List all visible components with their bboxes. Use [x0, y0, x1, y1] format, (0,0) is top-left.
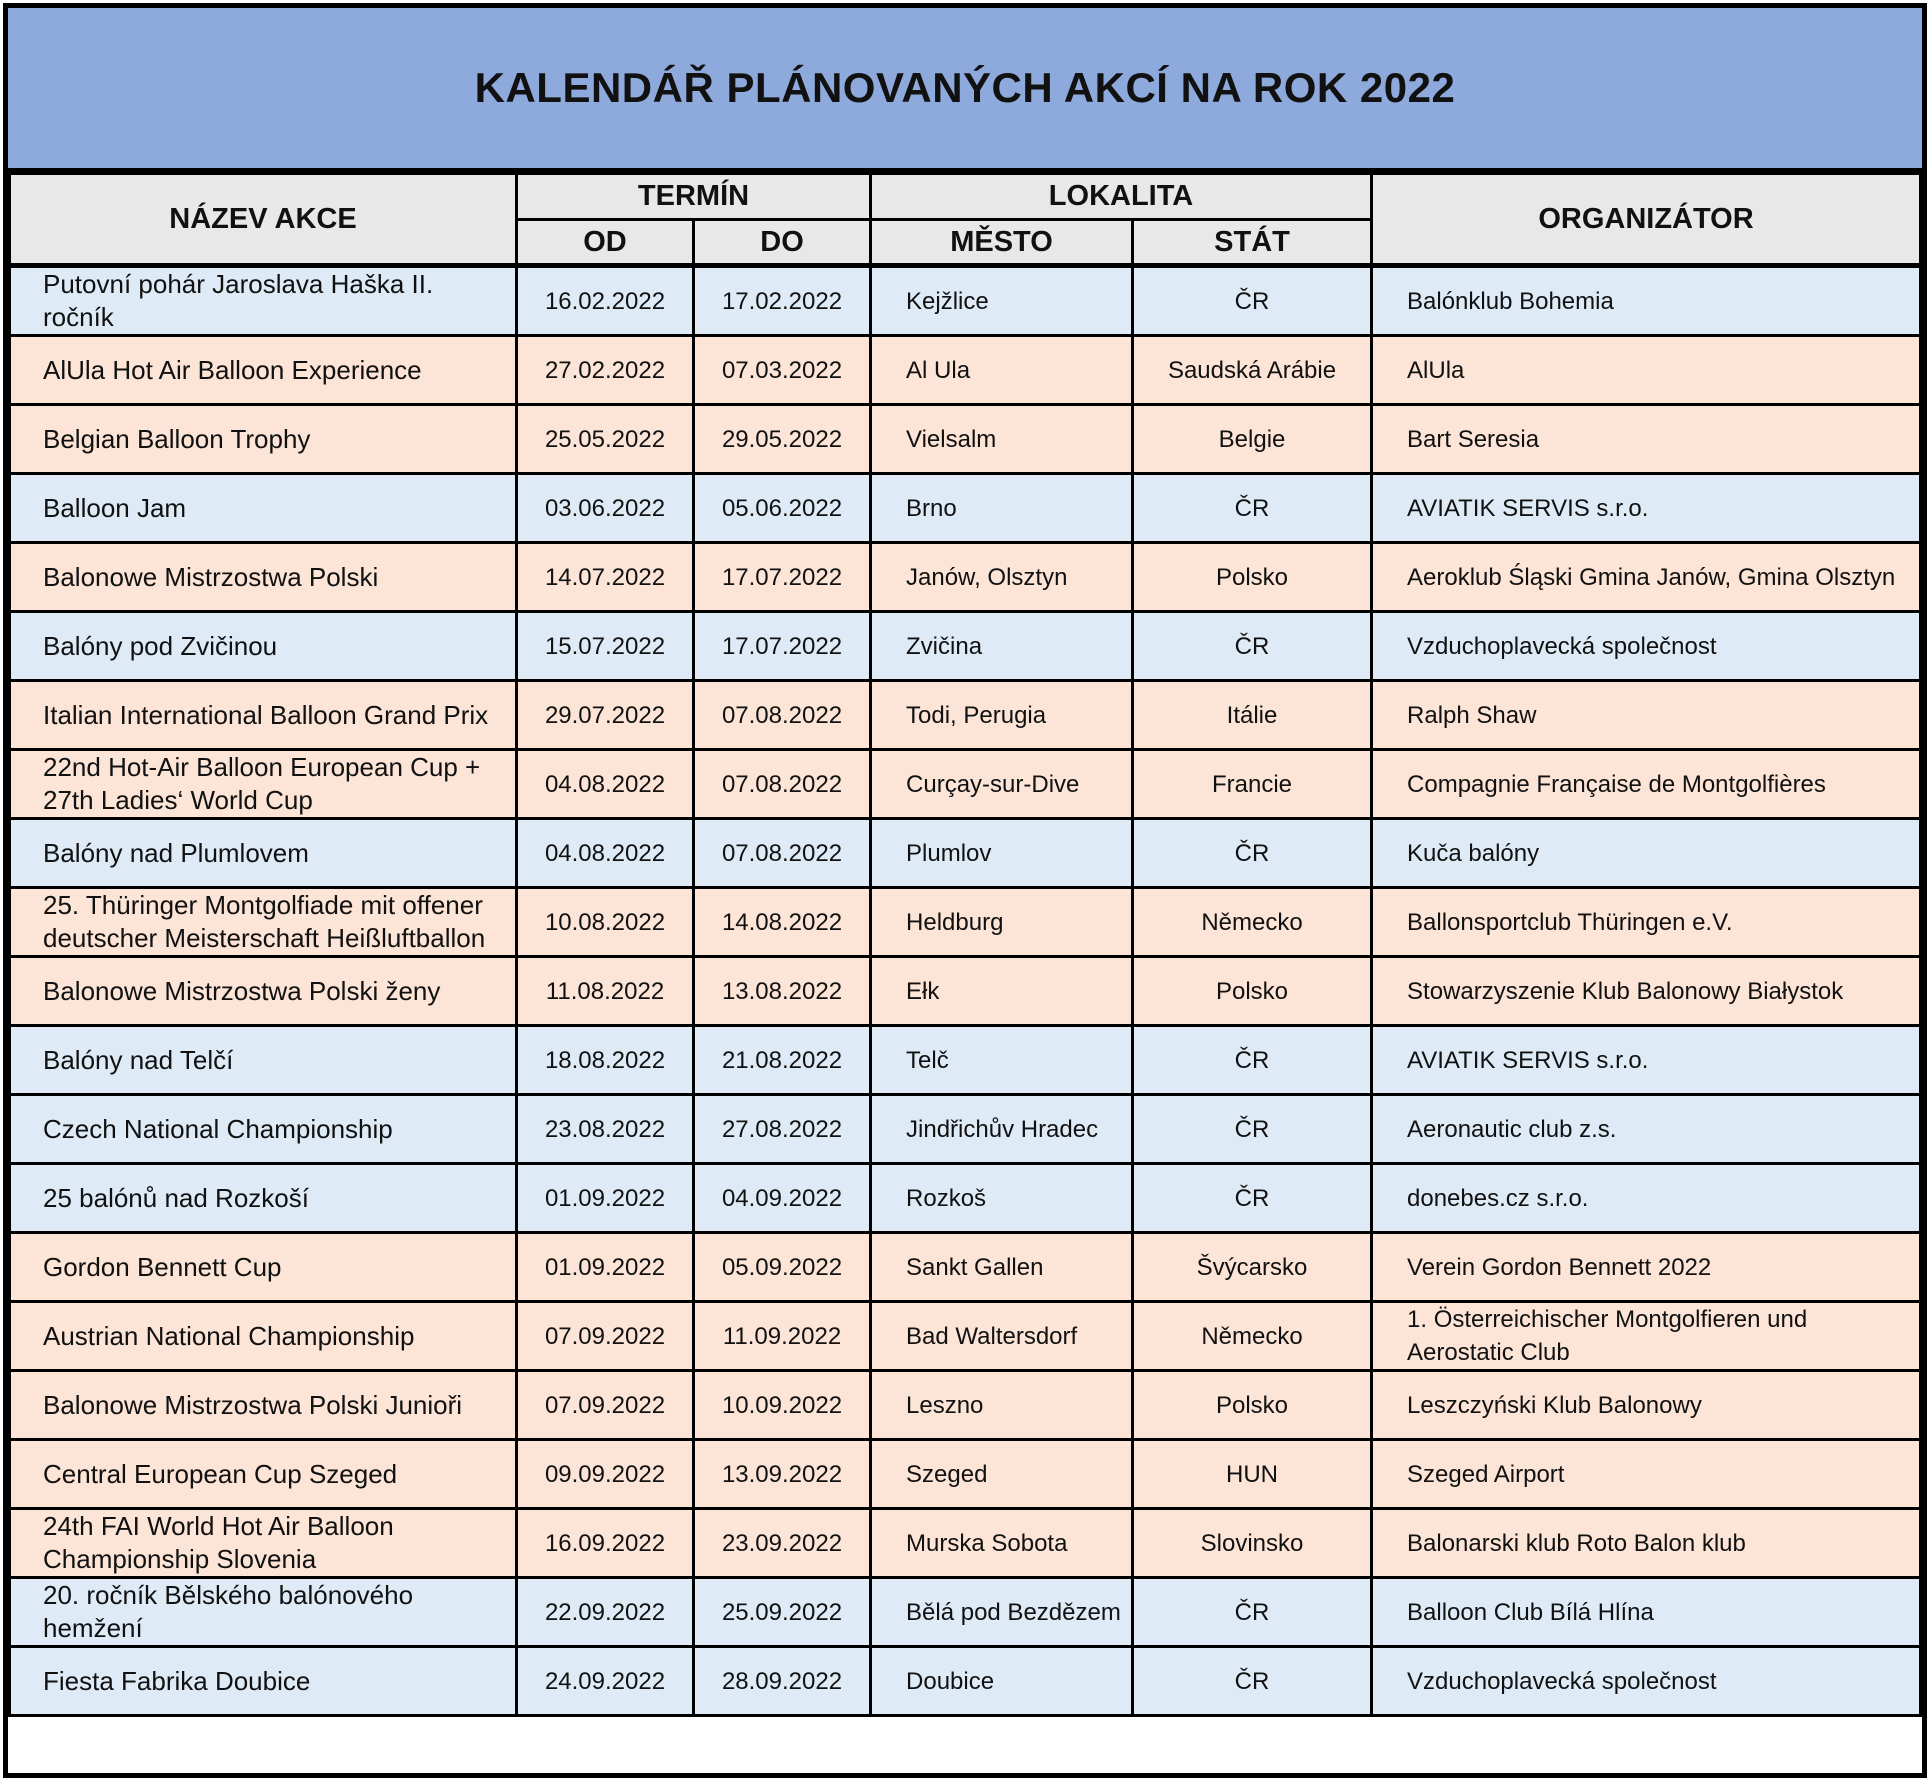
- events-table-body: [10, 266, 1921, 1716]
- event-name-cell: Balloon Jam: [10, 474, 517, 543]
- city-cell: Doubice: [871, 1647, 1133, 1716]
- organizer-cell: Balónklub Bohemia: [1372, 266, 1921, 336]
- date-from-cell: 07.09.2022: [517, 1371, 694, 1440]
- event-name-cell: Balonowe Mistrzostwa Polski Junioři: [10, 1371, 517, 1440]
- table-row: [10, 1095, 1921, 1164]
- country-cell: Itálie: [1133, 681, 1372, 750]
- country-cell: ČR: [1133, 1647, 1372, 1716]
- table-row: [10, 1578, 1921, 1647]
- table-row: [10, 1302, 1921, 1371]
- organizer-cell: AVIATIK SERVIS s.r.o.: [1372, 1026, 1921, 1095]
- date-from-cell: 04.08.2022: [517, 750, 694, 819]
- date-from-cell: 03.06.2022: [517, 474, 694, 543]
- header-locality: LOKALITA: [871, 174, 1372, 220]
- date-to-cell: 21.08.2022: [694, 1026, 871, 1095]
- event-name-cell: 25 balónů nad Rozkoší: [10, 1164, 517, 1233]
- table-row: [10, 1026, 1921, 1095]
- city-cell: Heldburg: [871, 888, 1133, 957]
- country-cell: ČR: [1133, 266, 1372, 336]
- organizer-cell: Balonarski klub Roto Balon klub: [1372, 1509, 1921, 1578]
- date-from-cell: 07.09.2022: [517, 1302, 694, 1371]
- organizer-cell: Stowarzyszenie Klub Balonowy Białystok: [1372, 957, 1921, 1026]
- city-cell: Jindřichův Hradec: [871, 1095, 1133, 1164]
- organizer-cell: Ralph Shaw: [1372, 681, 1921, 750]
- organizer-cell: Vzduchoplavecká společnost: [1372, 612, 1921, 681]
- organizer-cell: Balloon Club Bílá Hlína: [1372, 1578, 1921, 1647]
- event-name-cell: 25. Thüringer Montgolfiade mit offener deutscher Meisterschaft Heißluftballon: [10, 888, 517, 957]
- city-cell: Plumlov: [871, 819, 1133, 888]
- city-cell: Al Ula: [871, 336, 1133, 405]
- country-cell: Německo: [1133, 1302, 1372, 1371]
- event-name-cell: 22nd Hot-Air Balloon European Cup + 27th Ladies‘ World Cup: [10, 750, 517, 819]
- country-cell: Saudská Arábie: [1133, 336, 1372, 405]
- table-row: [10, 1509, 1921, 1578]
- country-cell: ČR: [1133, 612, 1372, 681]
- organizer-cell: Verein Gordon Bennett 2022: [1372, 1233, 1921, 1302]
- date-to-cell: 05.06.2022: [694, 474, 871, 543]
- date-to-cell: 17.07.2022: [694, 543, 871, 612]
- organizer-cell: AVIATIK SERVIS s.r.o.: [1372, 474, 1921, 543]
- event-name-cell: Belgian Balloon Trophy: [10, 405, 517, 474]
- header-city: MĚSTO: [871, 220, 1133, 266]
- city-cell: Vielsalm: [871, 405, 1133, 474]
- event-name-cell: 20. ročník Bělského balónového hemžení: [10, 1578, 517, 1647]
- table-row: [10, 888, 1921, 957]
- country-cell: HUN: [1133, 1440, 1372, 1509]
- city-cell: Bad Waltersdorf: [871, 1302, 1133, 1371]
- organizer-cell: Kuča balóny: [1372, 819, 1921, 888]
- country-cell: Slovinsko: [1133, 1509, 1372, 1578]
- date-from-cell: 04.08.2022: [517, 819, 694, 888]
- date-to-cell: 13.08.2022: [694, 957, 871, 1026]
- date-from-cell: 09.09.2022: [517, 1440, 694, 1509]
- date-from-cell: 15.07.2022: [517, 612, 694, 681]
- organizer-cell: Bart Seresia: [1372, 405, 1921, 474]
- date-from-cell: 29.07.2022: [517, 681, 694, 750]
- date-from-cell: 16.02.2022: [517, 266, 694, 336]
- event-name-cell: Italian International Balloon Grand Prix: [10, 681, 517, 750]
- table-row: [10, 336, 1921, 405]
- organizer-cell: Aeroklub Śląski Gmina Janów, Gmina Olsztyn: [1372, 543, 1921, 612]
- date-to-cell: 17.07.2022: [694, 612, 871, 681]
- event-name-cell: Balonowe Mistrzostwa Polski: [10, 543, 517, 612]
- table-row: [10, 1647, 1921, 1716]
- city-cell: Curçay-sur-Dive: [871, 750, 1133, 819]
- event-name-cell: Balóny nad Plumlovem: [10, 819, 517, 888]
- date-to-cell: 13.09.2022: [694, 1440, 871, 1509]
- organizer-cell: Szeged Airport: [1372, 1440, 1921, 1509]
- country-cell: Polsko: [1133, 1371, 1372, 1440]
- date-to-cell: 17.02.2022: [694, 266, 871, 336]
- country-cell: ČR: [1133, 474, 1372, 543]
- header-term: TERMÍN: [517, 174, 871, 220]
- city-cell: Janów, Olsztyn: [871, 543, 1133, 612]
- date-to-cell: 23.09.2022: [694, 1509, 871, 1578]
- city-cell: Telč: [871, 1026, 1133, 1095]
- country-cell: ČR: [1133, 819, 1372, 888]
- event-name-cell: AlUla Hot Air Balloon Experience: [10, 336, 517, 405]
- city-cell: Brno: [871, 474, 1133, 543]
- header-from: OD: [517, 220, 694, 266]
- date-from-cell: 01.09.2022: [517, 1233, 694, 1302]
- event-name-cell: Balonowe Mistrzostwa Polski ženy: [10, 957, 517, 1026]
- table-row: [10, 612, 1921, 681]
- date-to-cell: 07.08.2022: [694, 750, 871, 819]
- table-row: [10, 266, 1921, 336]
- country-cell: Polsko: [1133, 543, 1372, 612]
- event-name-cell: 24th FAI World Hot Air Balloon Championship Slovenia: [10, 1509, 517, 1578]
- country-cell: ČR: [1133, 1578, 1372, 1647]
- date-from-cell: 22.09.2022: [517, 1578, 694, 1647]
- organizer-cell: Vzduchoplavecká společnost: [1372, 1647, 1921, 1716]
- date-from-cell: 16.09.2022: [517, 1509, 694, 1578]
- date-to-cell: 29.05.2022: [694, 405, 871, 474]
- date-to-cell: 10.09.2022: [694, 1371, 871, 1440]
- table-row: [10, 543, 1921, 612]
- table-row: [10, 957, 1921, 1026]
- date-from-cell: 14.07.2022: [517, 543, 694, 612]
- table-row: [10, 819, 1921, 888]
- country-cell: ČR: [1133, 1164, 1372, 1233]
- date-from-cell: 24.09.2022: [517, 1647, 694, 1716]
- date-from-cell: 01.09.2022: [517, 1164, 694, 1233]
- city-cell: Zvičina: [871, 612, 1133, 681]
- date-to-cell: 07.08.2022: [694, 819, 871, 888]
- date-to-cell: 05.09.2022: [694, 1233, 871, 1302]
- date-to-cell: 07.08.2022: [694, 681, 871, 750]
- organizer-cell: donebes.cz s.r.o.: [1372, 1164, 1921, 1233]
- organizer-cell: Ballonsportclub Thüringen e.V.: [1372, 888, 1921, 957]
- city-cell: Bělá pod Bezdězem: [871, 1578, 1133, 1647]
- table-row: [10, 750, 1921, 819]
- table-row: [10, 405, 1921, 474]
- header-to: DO: [694, 220, 871, 266]
- table-row: [10, 1164, 1921, 1233]
- city-cell: Kejžlice: [871, 266, 1133, 336]
- organizer-cell: Leszczyński Klub Balonowy: [1372, 1371, 1921, 1440]
- event-name-cell: Balóny pod Zvičinou: [10, 612, 517, 681]
- table-row: [10, 681, 1921, 750]
- date-to-cell: 27.08.2022: [694, 1095, 871, 1164]
- date-to-cell: 28.09.2022: [694, 1647, 871, 1716]
- header-organizer: ORGANIZÁTOR: [1372, 174, 1921, 266]
- date-to-cell: 25.09.2022: [694, 1578, 871, 1647]
- date-from-cell: 23.08.2022: [517, 1095, 694, 1164]
- table-row: [10, 474, 1921, 543]
- city-cell: Leszno: [871, 1371, 1133, 1440]
- city-cell: Rozkoš: [871, 1164, 1133, 1233]
- date-from-cell: 11.08.2022: [517, 957, 694, 1026]
- country-cell: Švýcarsko: [1133, 1233, 1372, 1302]
- country-cell: ČR: [1133, 1026, 1372, 1095]
- organizer-cell: 1. Österreichischer Montgolfieren und Aerostatic Club: [1372, 1302, 1921, 1371]
- event-name-cell: Fiesta Fabrika Doubice: [10, 1647, 517, 1716]
- city-cell: Sankt Gallen: [871, 1233, 1133, 1302]
- country-cell: Polsko: [1133, 957, 1372, 1026]
- date-to-cell: 11.09.2022: [694, 1302, 871, 1371]
- table-row: [10, 1233, 1921, 1302]
- events-table: [8, 172, 1922, 1717]
- date-to-cell: 14.08.2022: [694, 888, 871, 957]
- country-cell: Německo: [1133, 888, 1372, 957]
- date-from-cell: 25.05.2022: [517, 405, 694, 474]
- city-cell: Murska Sobota: [871, 1509, 1133, 1578]
- header-name: NÁZEV AKCE: [10, 174, 517, 266]
- event-name-cell: Czech National Championship: [10, 1095, 517, 1164]
- date-to-cell: 04.09.2022: [694, 1164, 871, 1233]
- date-from-cell: 27.02.2022: [517, 336, 694, 405]
- organizer-cell: AlUla: [1372, 336, 1921, 405]
- table-row: [10, 1371, 1921, 1440]
- event-calendar-sheet: [3, 3, 1927, 1778]
- country-cell: Francie: [1133, 750, 1372, 819]
- country-cell: Belgie: [1133, 405, 1372, 474]
- table-row: [10, 1440, 1921, 1509]
- header-country: STÁT: [1133, 220, 1372, 266]
- organizer-cell: Compagnie Française de Montgolfières: [1372, 750, 1921, 819]
- city-cell: Todi, Perugia: [871, 681, 1133, 750]
- date-to-cell: 07.03.2022: [694, 336, 871, 405]
- city-cell: Ełk: [871, 957, 1133, 1026]
- event-name-cell: Balóny nad Telčí: [10, 1026, 517, 1095]
- organizer-cell: Aeronautic club z.s.: [1372, 1095, 1921, 1164]
- page-title: KALENDÁŘ PLÁNOVANÝCH AKCÍ NA ROK 2022: [8, 8, 1922, 172]
- event-name-cell: Gordon Bennett Cup: [10, 1233, 517, 1302]
- date-from-cell: 18.08.2022: [517, 1026, 694, 1095]
- event-name-cell: Putovní pohár Jaroslava Haška II. ročník: [10, 266, 517, 336]
- country-cell: ČR: [1133, 1095, 1372, 1164]
- event-name-cell: Central European Cup Szeged: [10, 1440, 517, 1509]
- event-name-cell: Austrian National Championship: [10, 1302, 517, 1371]
- date-from-cell: 10.08.2022: [517, 888, 694, 957]
- city-cell: Szeged: [871, 1440, 1133, 1509]
